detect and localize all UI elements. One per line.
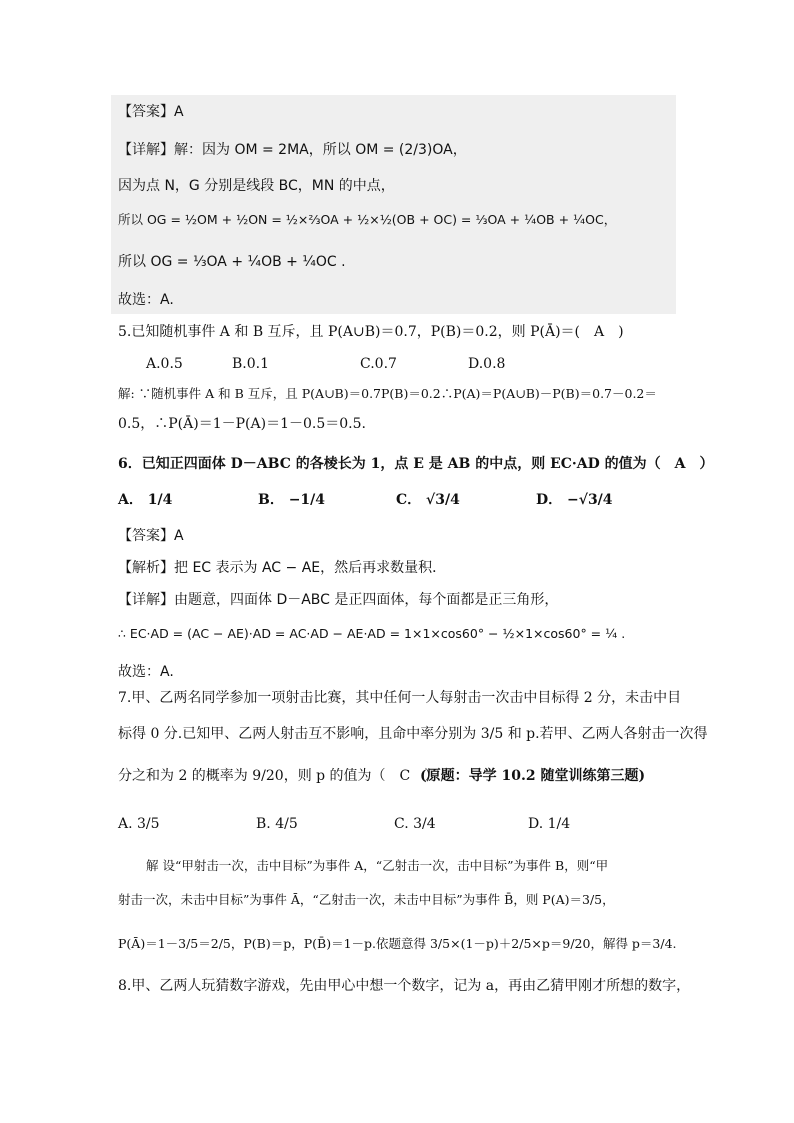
q5-solution-1: 解: ∵随机事件 A 和 B 互斥，且 P(A∪B)＝0.7P(B)＝0.2∴P(A)＝P(A∪B)－P(B)＝0.7－0.2＝ xyxy=(118,386,657,401)
q5-option-c: C.0.7 xyxy=(360,356,397,372)
detail-line-2: 因为点 N，G 分别是线段 BC，MN 的中点， xyxy=(118,178,395,194)
q6-option-b: B． −1/4 xyxy=(258,492,326,508)
q7-option-c: C. 3/4 xyxy=(394,816,436,832)
q7-line-2: 标得 0 分.已知甲、乙两人射击互不影响，且命中率分别为 3/5 和 p.若甲、乙两人各射击一次得 xyxy=(118,726,708,742)
detail-line-4: 所以 OG = ⅓OA + ¼OB + ¼OC . xyxy=(118,254,346,270)
detail-line-1: 【详解】解：因为 OM = 2MA，所以 OM = (2/3)OA， xyxy=(118,142,467,158)
q6-stem: 6．已知正四面体 D－ABC 的各棱长为 1，点 E 是 AB 的中点，则 EC·AD 的值为（ A ） xyxy=(118,456,714,472)
q6-detail-1: 【详解】由题意，四面体 D－ABC 是正四面体，每个面都是正三角形， xyxy=(118,592,559,608)
q6-answer: 【答案】A xyxy=(118,528,184,544)
select-line: 故选：A. xyxy=(118,292,174,308)
q6-detail-2: ∴ EC·AD = (AC − AE)·AD = AC·AD − AE·AD = 1×1×cos60° − ½×1×cos60° = ¼ . xyxy=(118,626,626,641)
q7-option-a: A. 3/5 xyxy=(118,816,160,832)
q7-line-1: 7.甲、乙两名同学参加一项射击比赛，其中任何一人每射击一次击中目标得 2 分，未击中目 xyxy=(118,690,682,706)
q6-analysis: 【解析】把 EC 表示为 AC − AE，然后再求数量积． xyxy=(118,560,447,576)
q7-solution-1: 解 设“甲射击一次，击中目标”为事件 A，“乙射击一次，击中目标”为事件 B，则“甲 xyxy=(146,858,609,873)
q5-stem: 5.已知随机事件 A 和 B 互斥，且 P(A∪B)＝0.7，P(B)＝0.2，则 P(Ā)＝( A ) xyxy=(118,324,624,340)
q7-solution-2: 射击一次，未击中目标”为事件 Ā，“乙射击一次，未击中目标”为事件 B̄，则 P(A)＝3/5， xyxy=(118,892,615,907)
q6-select: 故选：A. xyxy=(118,664,174,680)
q7-solution-3: P(Ā)＝1－3/5＝2/5，P(B)＝p，P(B̄)＝1－p.依题意得 3/5×(1－p)＋2/5×p＝9/20，解得 p＝3/4. xyxy=(118,936,677,951)
q5-option-a: A.0.5 xyxy=(146,356,183,372)
answer-block-background xyxy=(111,95,676,314)
q7-line-3: 分之和为 2 的概率为 9/20，则 p 的值为（ C ） xyxy=(118,768,439,784)
q6-option-c: C． √3/4 xyxy=(396,492,460,508)
answer-label: 【答案】A xyxy=(118,104,184,120)
q5-option-b: B.0.1 xyxy=(232,356,270,372)
q6-option-a: A． 1/4 xyxy=(118,492,173,508)
q7-option-b: B. 4/5 xyxy=(256,816,298,832)
detail-line-3: 所以 OG = ½OM + ½ON = ½×⅔OA + ½×½(OB + OC) = ⅓OA + ¼OB + ¼OC， xyxy=(118,212,617,227)
q8-line-1: 8.甲、乙两人玩猜数字游戏，先由甲心中想一个数字，记为 a，再由乙猜甲刚才所想的数字， xyxy=(118,978,691,994)
q5-option-d: D.0.8 xyxy=(468,356,506,372)
q6-option-d: D． −√3/4 xyxy=(536,492,613,508)
q7-source: (原题：导学 10.2 随堂训练第三题) xyxy=(420,768,646,784)
q7-option-d: D. 1/4 xyxy=(528,816,571,832)
q5-solution-2: 0.5，∴P(Ā)＝1－P(A)＝1－0.5＝0.5. xyxy=(118,416,366,432)
